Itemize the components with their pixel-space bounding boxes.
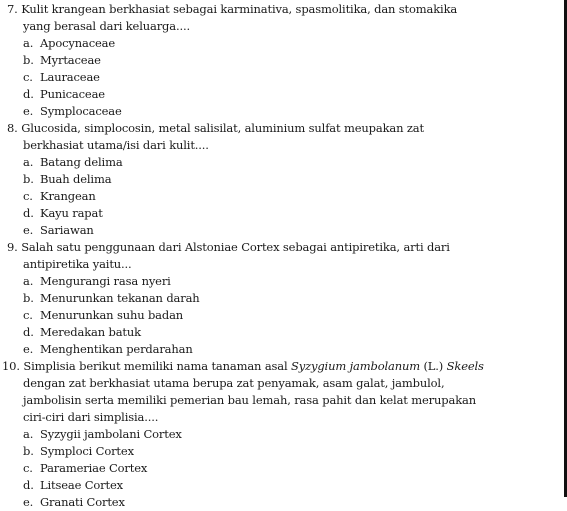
question-10-option-e[interactable]: e. Granati Cortex: [23, 495, 125, 509]
question-10-line-1: [0, 358, 510, 375]
question-9-option-d[interactable]: d. Meredakan batuk: [23, 325, 141, 339]
question-9-number: 9.: [7, 240, 18, 254]
question-10-text-3: jambolisin serta memiliki pemerian bau lemah, rasa pahit dan kelat merupakan: [23, 393, 476, 407]
question-10-option-d[interactable]: d. Litseae Cortex: [23, 478, 123, 492]
question-8-text-1: Glucosida, simplocosin, metal salisilat, aluminium sulfat meupakan zat: [21, 121, 424, 135]
question-7-option-a[interactable]: a. Apocynaceae: [23, 36, 116, 50]
question-10-option-a[interactable]: a. Syzygii jambolani Cortex: [23, 427, 182, 441]
question-10-number: 10.: [2, 359, 20, 373]
question-8-option-e[interactable]: e. Sariawan: [23, 223, 94, 237]
question-10-text-2: dengan zat berkhasiat utama berupa zat penyamak, asam galat, jambulol,: [23, 376, 445, 390]
question-10-option-b[interactable]: b. Symploci Cortex: [23, 444, 134, 458]
question-9-option-a[interactable]: a. Mengurangi rasa nyeri: [23, 274, 171, 288]
question-8-option-d[interactable]: d. Kayu rapat: [23, 206, 103, 220]
question-7-option-c[interactable]: c. Lauraceae: [23, 70, 100, 84]
question-10-option-c[interactable]: c. Parameriae Cortex: [23, 461, 148, 475]
question-9-option-e[interactable]: e. Menghentikan perdarahan: [23, 342, 193, 356]
question-9-text-1: Salah satu penggunaan dari Alstoniae Cortex sebagai antipiretika, arti dari: [21, 240, 450, 254]
question-10-text-1a: Simplisia berikut memiliki nama tanaman asal: [23, 359, 292, 373]
question-8-number: 8.: [7, 121, 18, 135]
question-9-option-c[interactable]: c. Menurunkan suhu badan: [23, 308, 184, 322]
question-7-text-2: yang berasal dari keluarga....: [23, 19, 190, 33]
question-10-text-1b: (L.): [419, 359, 447, 373]
question-8-option-a[interactable]: a. Batang delima: [23, 155, 123, 169]
question-9-option-b[interactable]: b. Menurunkan tekanan darah: [23, 291, 200, 305]
question-7-number: 7.: [7, 2, 18, 16]
question-7-text-1: Kulit krangean berkhasiat sebagai karminativa, spasmolitika, dan stomakika: [21, 2, 458, 16]
question-7-option-d[interactable]: d. Punicaceae: [23, 87, 105, 101]
question-10-author-name: Skeels: [446, 359, 484, 373]
question-7-option-e[interactable]: e. Symplocaceae: [23, 104, 122, 118]
question-7-option-b[interactable]: b. Myrtaceae: [23, 53, 101, 67]
question-10-text-4: ciri-ciri dari simplisia....: [23, 410, 159, 424]
question-8-line-1: [0, 120, 510, 137]
question-7-line-1: [0, 1, 510, 18]
question-10-species-name: Syzygium jambolanum: [291, 359, 420, 373]
question-8-text-2: berkhasiat utama/isi dari kulit....: [23, 138, 209, 152]
question-8-option-c[interactable]: c. Krangean: [23, 189, 96, 203]
question-8-option-b[interactable]: b. Buah delima: [23, 172, 112, 186]
question-9-line-1: [0, 239, 510, 256]
question-9-text-2: antipiretika yaitu...: [23, 257, 132, 271]
